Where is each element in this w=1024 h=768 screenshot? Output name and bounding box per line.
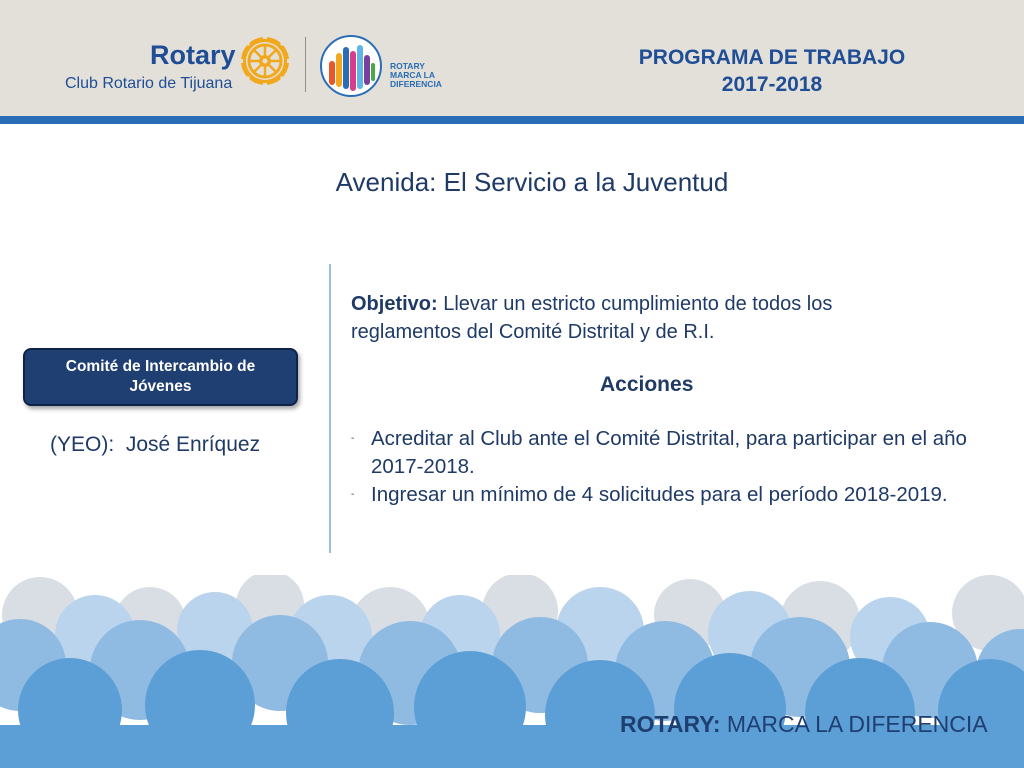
footer-slogan-text: MARCA LA DIFERENCIA [726,711,988,737]
club-name: Club Rotario de Tijuana [65,75,233,92]
objective-paragraph [351,290,921,346]
page-title: Avenida: El Servicio a la Juventud [335,167,729,197]
theme-line-3: DIFERENCIA [390,79,442,89]
header-accent-bar [0,116,1024,124]
theme-line-1: ROTARY [390,61,425,71]
theme-line-2: MARCA LA [390,70,436,80]
action-item [351,481,1016,509]
objective-text: Llevar un estricto cumplimiento de todos los reglamentos del Comité Distrital y de R.I. [351,293,833,343]
theme-logo-icon [320,35,382,97]
theme-wordmark [390,62,442,89]
action-item [351,425,1016,481]
header-divider [305,37,306,92]
yeo-line [50,433,260,457]
action-text: Acreditar al Club ante el Comité Distrital, para participar en el año 2017-2018. [371,427,967,478]
committee-label: Comité de Intercambio de Jóvenes [65,358,256,395]
actions-heading: Acciones [600,373,694,396]
committee-box [23,348,298,406]
rotary-wheel-icon [238,34,292,88]
objective-label: Objetivo: [351,293,438,315]
action-text: Ingresar un mínimo de 4 solicitudes para el período 2018-2019. [371,483,948,506]
program-title [612,44,932,98]
yeo-name: José Enríquez [125,433,261,456]
footer-bubbles-art [0,575,1024,768]
footer-brand: ROTARY: [620,711,721,737]
bullet-icon: - [351,489,355,500]
rotary-wordmark: Rotary [150,40,236,70]
footer-slogan [620,711,988,738]
program-title-line-1: PROGRAMA DE TRABAJO [638,46,906,69]
bullet-icon: - [351,433,355,444]
actions-list [351,425,1016,509]
program-title-line-2: 2017-2018 [721,73,823,96]
yeo-label: (YEO): [50,433,115,456]
content-divider [329,264,331,553]
